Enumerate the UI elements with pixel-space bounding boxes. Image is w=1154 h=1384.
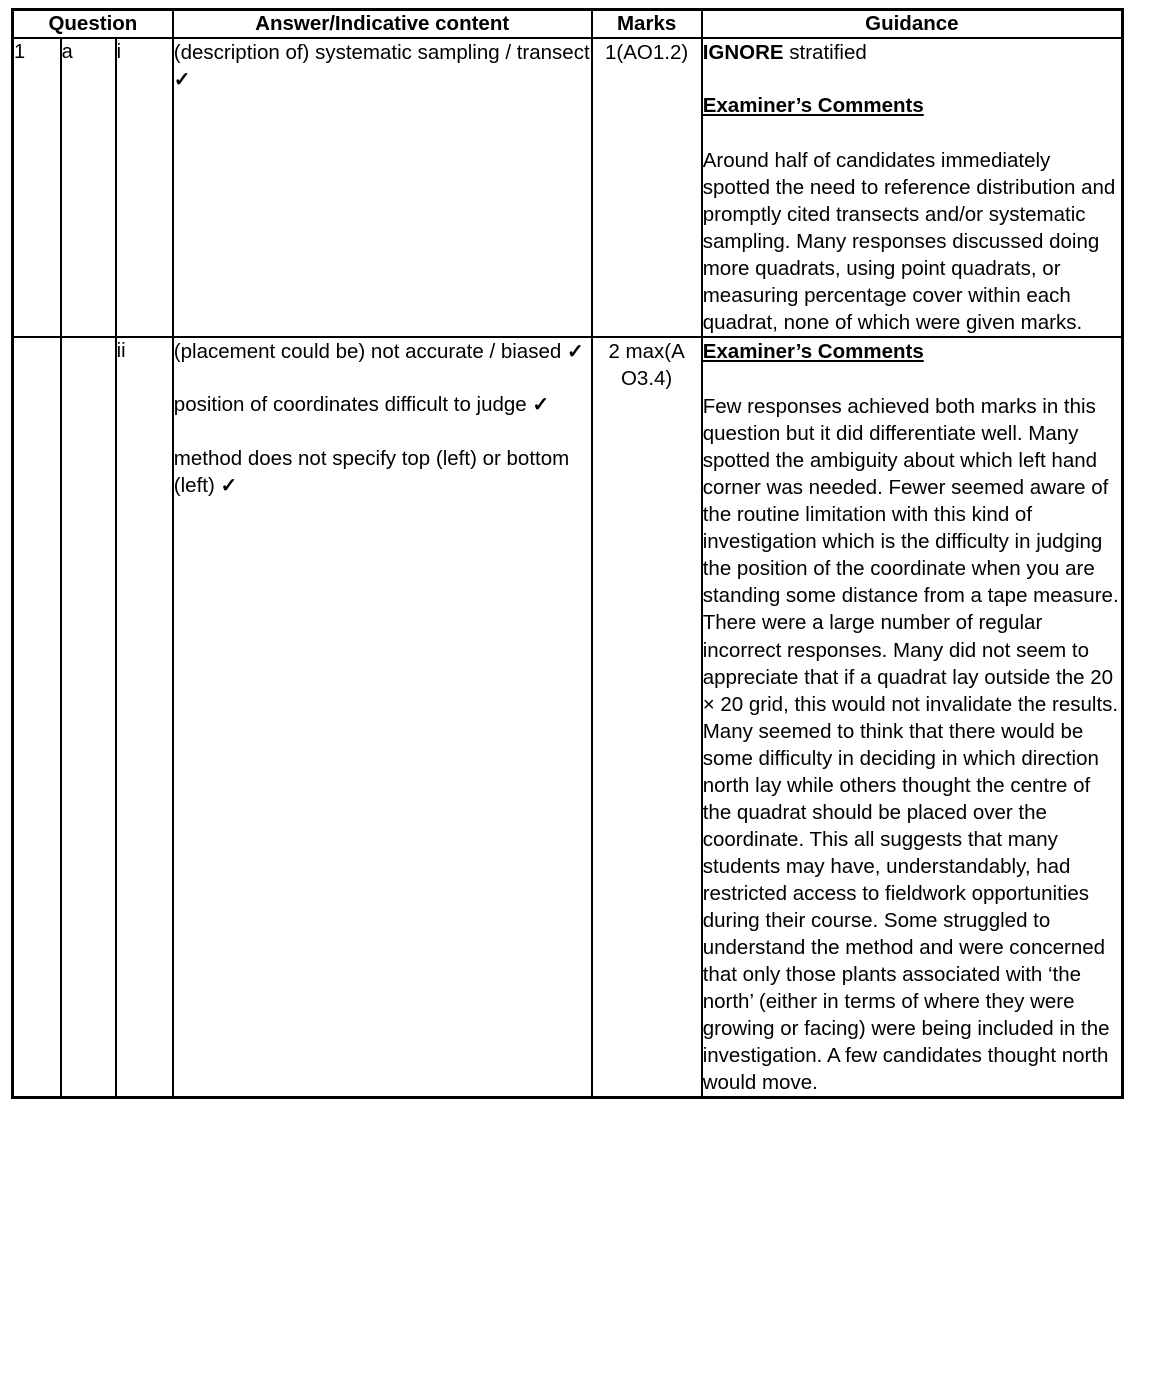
tick-icon: ✓ [566,341,584,364]
question-part [61,337,116,1098]
marks-value-line1: 2 max(A [608,340,685,364]
marks-value: 1(AO1.2) [605,40,689,64]
column-header-question: Question [13,10,173,38]
question-number [13,337,61,1098]
guidance-ignore-note [703,39,1121,66]
column-header-guidance: Guidance [702,10,1123,38]
answer-point-text: (placement could be) not accurate / biased [173,340,562,364]
answer-cell [173,38,592,337]
answer-point [174,445,591,499]
answer-cell [173,337,592,1098]
marks-cell [592,38,702,337]
mark-scheme-table [11,8,1124,1099]
column-header-answer: Answer/Indicative content [173,10,592,38]
guidance-cell [702,337,1123,1098]
question-subpart: ii [116,337,173,1098]
question-number: 1 [13,38,61,337]
examiner-comments-text: Around half of candidates immediately spotted the need to reference distribution and promptly cited transects and/or systematic sampling. Many responses discussed doing more quadrats, using point quadrats, or measuring percentage cover within each quadrat, none of which were given marks. [702,148,1116,334]
examiner-comments-heading: Examiner’s Comments [702,340,924,364]
table-row [13,38,1123,337]
marks-value-line2: O3.4) [620,367,673,391]
tick-icon: ✓ [220,474,238,497]
table-row [13,337,1123,1098]
column-header-marks: Marks [592,10,702,38]
question-part: a [61,38,116,337]
ignore-keyword: IGNORE [702,40,784,64]
table-header-row [13,10,1123,38]
answer-point-text: position of coordinates difficult to judge [173,393,527,417]
tick-icon: ✓ [532,394,550,417]
ignore-text: stratified [783,40,867,64]
answer-point-text: method does not specify top (left) or bottom (left) [173,446,570,497]
examiner-comments-heading: Examiner’s Comments [702,93,924,117]
answer-point [174,39,591,93]
guidance-cell [702,38,1123,337]
tick-icon: ✓ [173,68,191,91]
examiner-comments-text: Few responses achieved both marks in this question but it did differentiate well. Many spotted the ambiguity about which left hand corner was needed. Fewer seemed aware of the routine limitation with this kind of investigation which is the difficulty in judging the position of the coordinate when you are standing some distance from a tape measure. There were a large number of regular incorrect responses. Many did not seem to appreciate that if a quadrat lay outside the 20 × 20 grid, this would not invalidate the results. Many seemed to think that there would be some difficulty in deciding in which direction north lay while others thought the centre of the quadrat should be placed over the coordinate. This all suggests that many students may have, understandably, had restricted access to fieldwork opportunities during their course. Some struggled to understand the method and were concerned that only those plants associated with ‘the north’ (either in terms of where they were growing or facing) were being included in the investigation. A few candidates thought north would move. [702,395,1119,1095]
answer-point [174,338,591,365]
answer-point [174,391,591,418]
question-subpart: i [116,38,173,337]
answer-point-text: (description of) systematic sampling / transect [173,40,590,64]
marks-cell [592,337,702,1098]
